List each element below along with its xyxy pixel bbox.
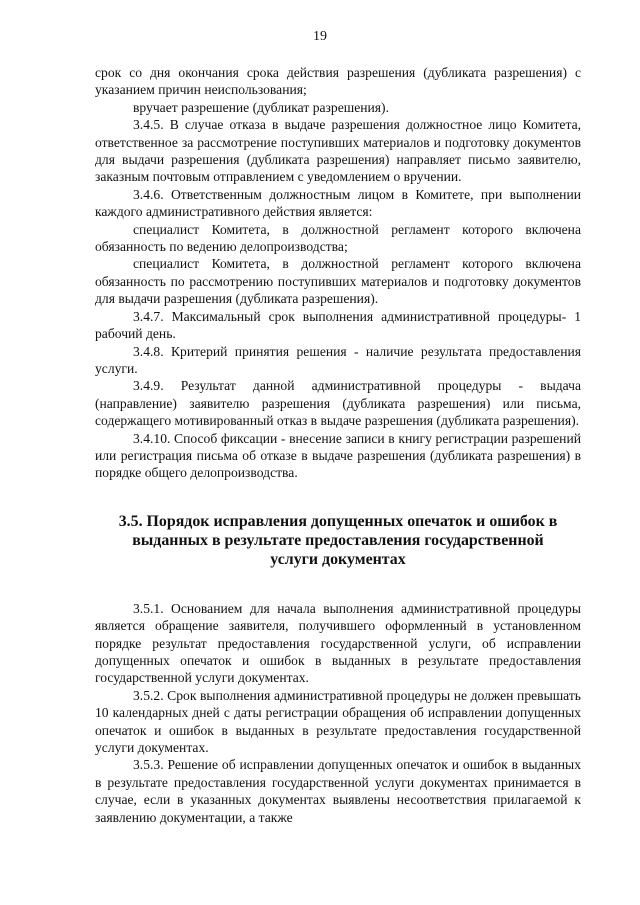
paragraph: срок со дня окончания срока действия разрешения (дубликата разрешения) с указанием причин неиспользования; <box>95 65 581 98</box>
paragraph: 3.4.9. Результат данной административной процедуры - выдача (направление) заявителю разрешения (дубликата разрешения) или письма, содержащего мотивированный отказ в выдаче разрешения (дубликата разрешения). <box>95 378 581 429</box>
paragraph: 3.4.6. Ответственным должностным лицом в Комитете, при выполнении каждого административного действия является: <box>95 186 581 220</box>
paragraph: 3.4.8. Критерий принятия решения - наличие результата предоставления услуги. <box>95 343 581 376</box>
paragraph: специалист Комитета, в должностной регламент которого включена обязанность по ведению делопроизводства; <box>95 221 581 255</box>
paragraph: 3.5.1. Основанием для начала выполнения административной процедуры является обращение заявителя, получившего оформленный в установленном порядке результат предоставления государственной услуги, об исправлении допущенных опечаток и ошибок в выданных в результате предоставления государственной услуги документах. <box>95 600 581 686</box>
paragraph-group-section-3-5 <box>95 600 581 826</box>
document-body <box>95 64 581 826</box>
paragraph: 3.4.5. В случае отказа в выдаче разрешения должностное лицо Комитета, ответственное за рассмотрение поступивших материалов и подготовку документов для выдачи разрешения (дубликата разрешения) направляет письмо заявителю, заказным почтовым отправлением с уведомлением о вручении. <box>95 117 581 185</box>
paragraph: специалист Комитета, в должностной регламент которого включена обязанность по рассмотрению поступивших материалов и подготовку документов для выдачи разрешения (дубликата разрешения). <box>95 256 581 307</box>
heading-spacer <box>95 569 581 600</box>
page-number: 19 <box>313 29 327 44</box>
paragraph: 3.4.10. Способ фиксации - внесение записи в книгу регистрации разрешений или регистрация письма об отказе в выдаче разрешения (дубликата разрешения) в порядке общего делопроизводства. <box>95 430 581 481</box>
paragraph-group-section-3-4 <box>95 64 581 482</box>
paragraph: вручает разрешение (дубликат разрешения). <box>133 99 389 115</box>
paragraph: 3.5.3. Решение об исправлении допущенных опечаток и ошибок в выданных в результате предоставления государственной услуги документах принимается в случае, если в указанных документах выявлены несоответствия прилагаемой к заявлению документации, а также <box>95 757 581 825</box>
section-heading: 3.5. Порядок исправления допущенных опечаток и ошибок в выданных в результате предоставления государственной услуги документах <box>118 512 558 568</box>
paragraph: 3.5.2. Срок выполнения административной процедуры не должен превышать 10 календарных дней с даты регистрации обращения об исправлении допущенных опечаток и ошибок в выданных в результате предоставления государственной услуги документах. <box>95 687 581 755</box>
paragraph: 3.4.7. Максимальный срок выполнения административной процедуры- 1 рабочий день. <box>95 308 581 342</box>
